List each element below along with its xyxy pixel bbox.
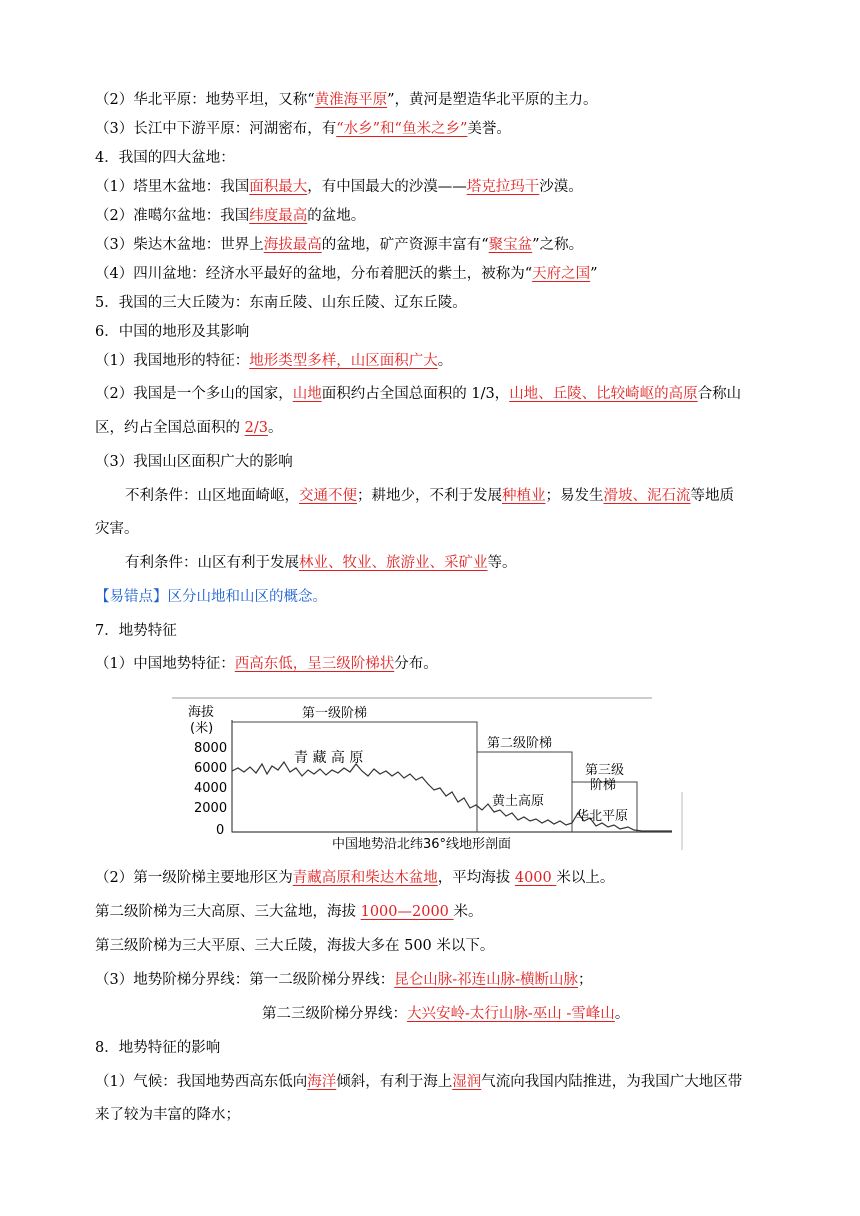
- text-line: [95, 1072, 742, 1092]
- line-text: 。: [267, 420, 283, 436]
- answer-blank: 纬度最高: [249, 208, 308, 224]
- line-text: （1）气候：我国地势西高东低向: [95, 1074, 308, 1090]
- line-text: （2）第一级阶梯主要地形区为: [95, 870, 293, 886]
- text-line: [95, 936, 494, 956]
- line-text: （3）地势阶梯分界线：第一二级阶梯分界线：: [95, 972, 395, 988]
- line-text: 倾斜，有利于海上: [336, 1074, 453, 1090]
- line-text: ”，黄河是塑造华北平原的主力。: [387, 92, 598, 108]
- line-text: ；耕地少，不利于发展: [357, 488, 502, 504]
- answer-blank: 地形类型多样，山区面积广大: [249, 353, 438, 369]
- text-line: [95, 148, 235, 168]
- step-2-label: 第二级阶梯: [487, 736, 553, 751]
- line-text: 有利条件：山区有利于发展: [125, 555, 299, 571]
- text-line: [95, 119, 511, 139]
- text-line: [95, 351, 452, 371]
- text-line: [95, 654, 438, 674]
- answer-blank: 大兴安岭-太行山脉-巫山 -雪峰山: [407, 1006, 615, 1022]
- line-text: 合称山: [697, 386, 742, 402]
- text-line: [125, 553, 517, 573]
- answer-blank: 山地、丘陵、比较崎岖的高原: [509, 386, 698, 402]
- line-text: 的盆地，矿产资源丰富有“: [321, 237, 489, 253]
- line-text: （2）我国是一个多山的国家，: [95, 386, 293, 402]
- line-text: 。: [437, 353, 453, 369]
- figure-caption: 中国地势沿北纬36°线地形剖面: [332, 837, 512, 852]
- line-text: （2）准噶尔盆地：我国: [95, 208, 250, 224]
- step-1-label: 第一级阶梯: [302, 706, 368, 721]
- line-text: 第二级阶梯为三大高原、三大盆地，海拔: [95, 904, 361, 920]
- text-line: [95, 384, 741, 404]
- line-text: 面积约占全国总面积的 1/3，: [321, 386, 510, 402]
- answer-blank: 塔克拉玛干: [466, 179, 540, 195]
- axis-title: 海拔: [188, 705, 215, 720]
- text-line: [95, 264, 598, 284]
- line-text: 美誉。: [467, 121, 511, 137]
- line-text: 不利条件：山区地面崎岖，: [125, 488, 299, 504]
- text-line: [95, 452, 293, 472]
- answer-blank: 种植业: [502, 488, 546, 504]
- line-text: 等。: [487, 555, 517, 571]
- line-text: 第二三级阶梯分界线：: [262, 1006, 407, 1022]
- answer-blank: 青藏高原和柴达木盆地: [292, 870, 438, 886]
- text-line: [262, 1004, 629, 1024]
- text-line: [95, 587, 327, 607]
- line-text: 米。: [453, 904, 483, 920]
- answer-blank: 海洋: [307, 1074, 337, 1090]
- answer-blank: 山地: [292, 386, 322, 402]
- line-text: 。: [614, 1006, 630, 1022]
- answer-blank: 湿润: [452, 1074, 482, 1090]
- line-text: （3）柴达木盆地：世界上: [95, 237, 264, 253]
- line-text: ”之称。: [532, 237, 584, 253]
- line-text: ，有中国最大的沙漠——: [307, 179, 467, 195]
- text-line: [95, 519, 139, 539]
- tick-label: 8000: [194, 741, 228, 756]
- line-text: 的盆地。: [307, 208, 366, 224]
- text-line: [95, 177, 583, 197]
- line-text: 4．我国的四大盆地：: [95, 150, 235, 166]
- text-line: [95, 868, 614, 888]
- line-text: 分布。: [394, 656, 438, 672]
- text-line: [95, 322, 249, 342]
- line-text: 7．地势特征: [95, 623, 177, 639]
- line-text: （1）中国地势特征：: [95, 656, 235, 672]
- line-text: （3）我国山区面积广大的影响: [95, 454, 293, 470]
- axis-unit: (米): [190, 721, 214, 736]
- text-line: [95, 1038, 220, 1058]
- step-3-label: 第三级: [585, 763, 625, 778]
- answer-blank: 面积最大: [249, 179, 308, 195]
- text-line: [95, 206, 365, 226]
- text-line: [95, 235, 583, 255]
- text-line: [95, 1105, 240, 1125]
- text-line: [95, 902, 483, 922]
- line-text: 等地质: [690, 488, 734, 504]
- terrain-profile-figure: [172, 692, 692, 852]
- line-text: 气流向我国内陆推进，为我国广大地区带: [481, 1074, 743, 1090]
- line-text: ，平均海拔: [437, 870, 515, 886]
- tip-text: 【易错点】区分山地和山区的概念。: [95, 589, 327, 605]
- text-line: [125, 486, 734, 506]
- tick-label: 0: [216, 823, 225, 838]
- answer-blank: 黄淮海平原: [314, 92, 388, 108]
- line-text: 灾害。: [95, 521, 139, 537]
- line-text: ；: [578, 972, 593, 988]
- answer-blank: 滑坡、泥石流: [603, 488, 691, 504]
- line-text: 8．地势特征的影响: [95, 1040, 221, 1056]
- answer-blank: 4000: [514, 870, 557, 886]
- region-qinghai-tibet: 青 藏 高 原: [294, 750, 364, 766]
- text-line: [95, 418, 282, 438]
- answer-blank: 昆仑山脉-祁连山脉-横断山脉: [394, 972, 579, 988]
- line-text: ”: [590, 266, 598, 282]
- line-text: （2）华北平原：地势平坦，又称“: [95, 92, 315, 108]
- text-line: [95, 90, 598, 110]
- text-line: [95, 621, 177, 641]
- line-text: 第三级阶梯为三大平原、三大丘陵，海拔大多在 500 米以下。: [95, 938, 495, 954]
- region-loess: 黄土高原: [492, 794, 545, 809]
- answer-blank: 海拔最高: [263, 237, 322, 253]
- text-line: [95, 293, 467, 313]
- tick-label: 2000: [194, 801, 228, 816]
- answer-blank: 西高东低，呈三级阶梯状: [234, 656, 395, 672]
- line-text: 来了较为丰富的降水；: [95, 1107, 240, 1123]
- answer-blank: “水乡”和“鱼米之乡”: [336, 121, 468, 137]
- tick-label: 6000: [194, 761, 228, 776]
- line-text: 区，约占全国总面积的: [95, 420, 245, 436]
- line-text: （4）四川盆地：经济水平最好的盆地，分布着肥沃的紫土，被称为“: [95, 266, 533, 282]
- answer-blank: 林业、牧业、旅游业、采矿业: [299, 555, 488, 571]
- answer-blank: 天府之国: [532, 266, 591, 282]
- tick-label: 4000: [194, 781, 228, 796]
- line-text: 沙漠。: [539, 179, 583, 195]
- answer-blank: 2/3: [244, 420, 268, 436]
- line-text: （1）塔里木盆地：我国: [95, 179, 250, 195]
- text-line: [95, 970, 593, 990]
- line-text: 米以上。: [556, 870, 615, 886]
- line-text: 6．中国的地形及其影响: [95, 324, 250, 340]
- line-text: （3）长江中下游平原：河湖密布，有: [95, 121, 337, 137]
- step-3-label: 阶梯: [590, 778, 617, 793]
- region-north-china: 华北平原: [576, 809, 629, 824]
- line-text: （1）我国地形的特征：: [95, 353, 250, 369]
- line-text: ；易发生: [545, 488, 604, 504]
- answer-blank: 交通不便: [299, 488, 357, 504]
- answer-blank: 聚宝盆: [488, 237, 533, 253]
- line-text: 5．我国的三大丘陵为：东南丘陵、山东丘陵、辽东丘陵。: [95, 295, 467, 311]
- answer-blank: 1000—2000: [360, 904, 454, 920]
